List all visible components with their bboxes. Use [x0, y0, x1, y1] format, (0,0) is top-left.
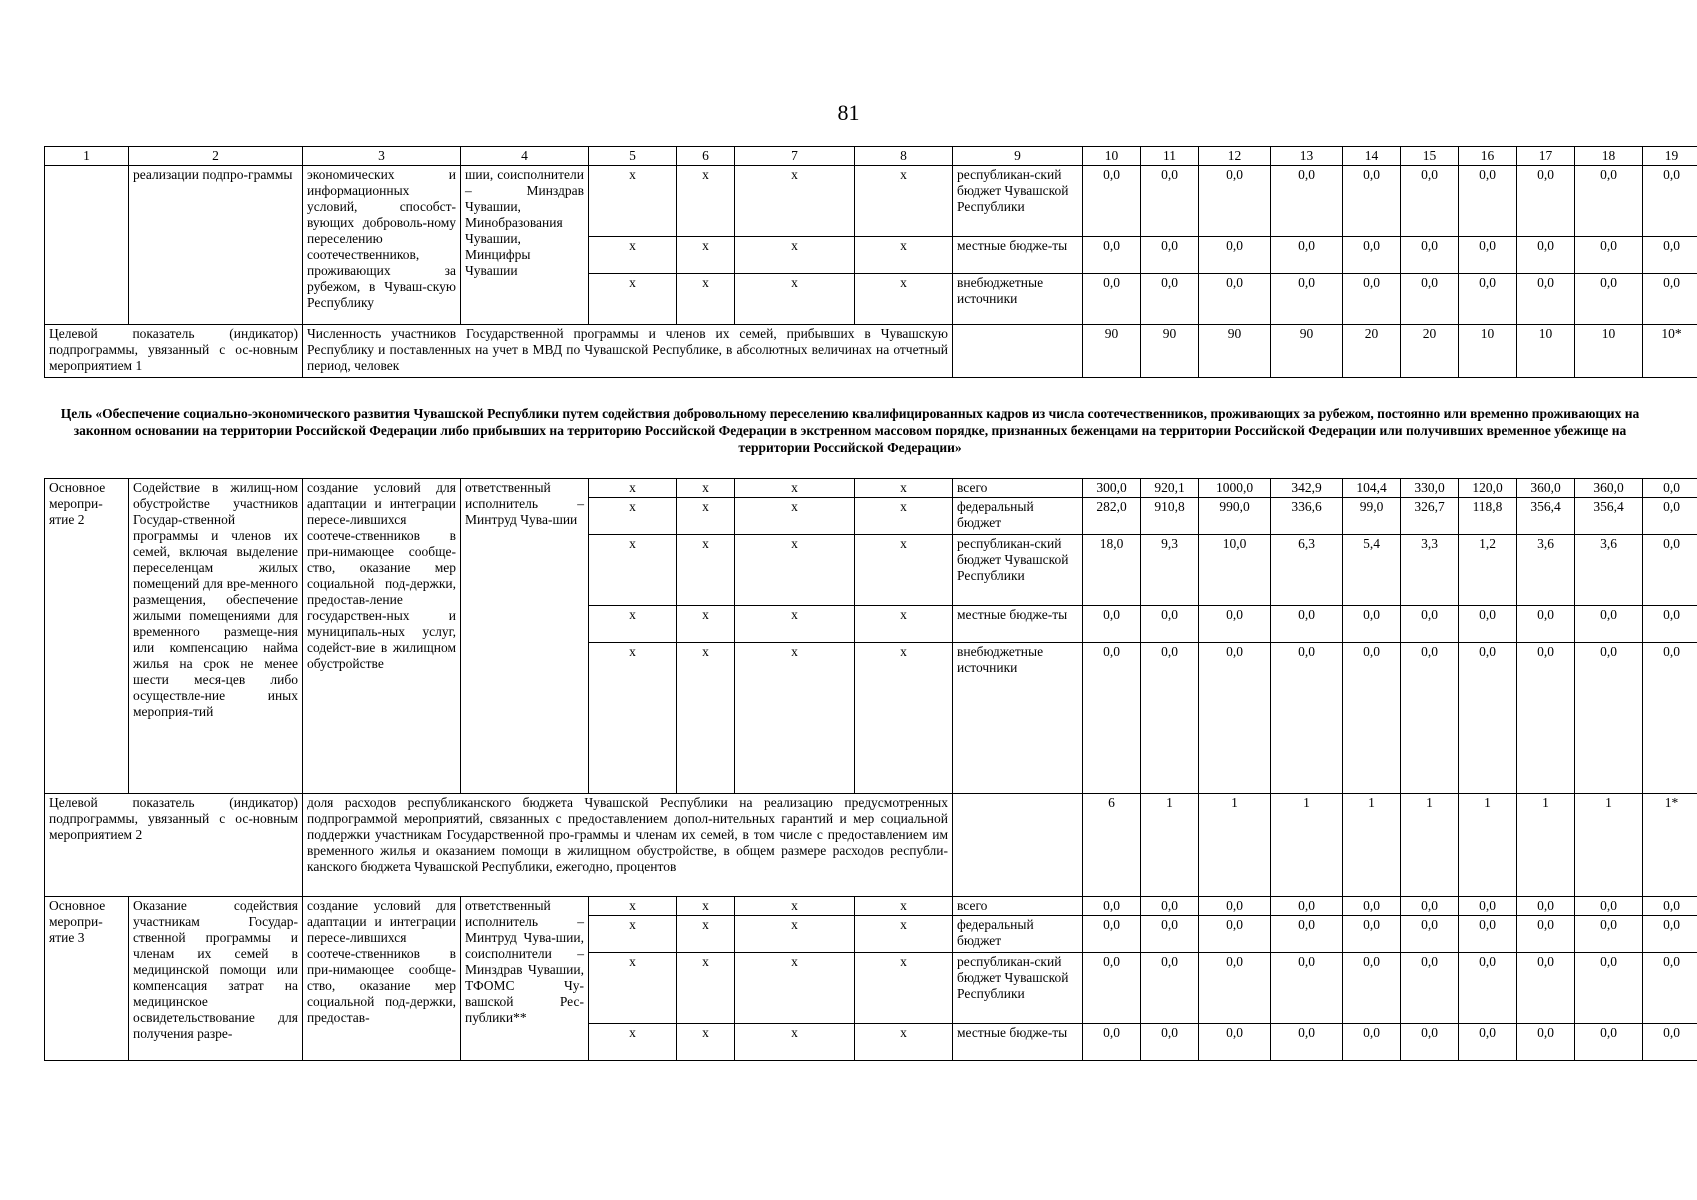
x-cell: x — [589, 606, 677, 643]
measure-cell — [45, 166, 129, 325]
value-cell: 0,0 — [1401, 237, 1459, 274]
indicator-row — [45, 794, 1697, 897]
goal-heading: Цель «Обеспечение социально-экономического развития Чувашской Республики путем содействия добровольному переселению квалифицированных кадров из числа соотечественников, проживающих за рубежом, постоянно или временно проживающих на законном основании на территории Российской Федерации либо прибывших на территорию Российской Федерации в экстренном массовом порядке, признанных беженцами на территории Российской Федерации или получивших временное убежище на территории Российской Федерации» — [60, 406, 1640, 455]
value-cell: 104,4 — [1343, 479, 1401, 498]
value-cell: 0,0 — [1575, 897, 1643, 916]
indicator-value: 10 — [1459, 325, 1517, 378]
value-cell: 0,0 — [1141, 606, 1199, 643]
x-cell: x — [855, 479, 953, 498]
value-cell: 0,0 — [1517, 1024, 1575, 1061]
value-cell: 0,0 — [1459, 643, 1517, 794]
x-cell: x — [735, 606, 855, 643]
value-cell: 0,0 — [1517, 916, 1575, 953]
measure-cell: Основное меропри-ятие 3 — [45, 897, 129, 1061]
x-cell: x — [589, 953, 677, 1024]
indicator-value: 1 — [1199, 794, 1271, 897]
value-cell: 0,0 — [1459, 274, 1517, 325]
column-number: 14 — [1343, 147, 1401, 166]
x-cell: x — [589, 1024, 677, 1061]
value-cell: 120,0 — [1459, 479, 1517, 498]
indicator-value: 6 — [1083, 794, 1141, 897]
value-cell: 356,4 — [1517, 498, 1575, 535]
value-cell: 330,0 — [1401, 479, 1459, 498]
value-cell: 0,0 — [1343, 897, 1401, 916]
indicator-value: 20 — [1401, 325, 1459, 378]
value-cell: 0,0 — [1459, 916, 1517, 953]
indicator-label: Целевой показатель (индикатор) подпрограммы, увязанный с ос-новным мероприятием 1 — [45, 325, 303, 378]
indicator-value: 90 — [1083, 325, 1141, 378]
x-cell: x — [735, 274, 855, 325]
program-table-bottom — [44, 478, 1697, 1061]
value-cell: 0,0 — [1271, 166, 1343, 237]
value-cell: 360,0 — [1517, 479, 1575, 498]
value-cell: 0,0 — [1141, 274, 1199, 325]
value-cell: 0,0 — [1575, 606, 1643, 643]
value-cell: 0,0 — [1459, 166, 1517, 237]
funding-source-cell: внебюджетные источники — [953, 643, 1083, 794]
value-cell: 0,0 — [1643, 916, 1697, 953]
x-cell: x — [589, 166, 677, 237]
funding-source-cell: республикан-ский бюджет Чувашской Республики — [953, 535, 1083, 606]
value-cell: 0,0 — [1141, 643, 1199, 794]
column-number: 9 — [953, 147, 1083, 166]
x-cell: x — [735, 953, 855, 1024]
x-cell: x — [855, 953, 953, 1024]
x-cell: x — [735, 643, 855, 794]
value-cell: 0,0 — [1343, 1024, 1401, 1061]
x-cell: x — [677, 498, 735, 535]
value-cell: 0,0 — [1575, 953, 1643, 1024]
column-number: 10 — [1083, 147, 1141, 166]
x-cell: x — [735, 166, 855, 237]
indicator-value: 20 — [1343, 325, 1401, 378]
column-number: 18 — [1575, 147, 1643, 166]
value-cell: 0,0 — [1401, 897, 1459, 916]
column-number: 12 — [1199, 147, 1271, 166]
value-cell: 0,0 — [1459, 897, 1517, 916]
value-cell: 0,0 — [1401, 274, 1459, 325]
value-cell: 282,0 — [1083, 498, 1141, 535]
executor-cell: ответственный исполнитель – Минтруд Чува-шии, соисполнители – Минздрав Чувашии, ТФОМС Чу-вашской Рес-публики** — [461, 897, 589, 1061]
value-cell: 0,0 — [1643, 498, 1697, 535]
value-cell: 0,0 — [1643, 166, 1697, 237]
x-cell: x — [677, 916, 735, 953]
x-cell: x — [855, 274, 953, 325]
x-cell: x — [855, 643, 953, 794]
indicator-value: 1* — [1643, 794, 1697, 897]
value-cell: 0,0 — [1643, 606, 1697, 643]
x-cell: x — [589, 535, 677, 606]
x-cell: x — [589, 643, 677, 794]
x-cell: x — [735, 1024, 855, 1061]
value-cell: 0,0 — [1575, 1024, 1643, 1061]
indicator-value: 1 — [1517, 794, 1575, 897]
value-cell: 3,6 — [1575, 535, 1643, 606]
indicator-value: 90 — [1199, 325, 1271, 378]
funding-source-cell: местные бюдже-ты — [953, 237, 1083, 274]
x-cell: x — [855, 237, 953, 274]
column-number: 17 — [1517, 147, 1575, 166]
value-cell: 326,7 — [1401, 498, 1459, 535]
indicator-label: Целевой показатель (индикатор) подпрограммы, увязанный с ос-новным мероприятием 2 — [45, 794, 303, 897]
value-cell: 0,0 — [1271, 916, 1343, 953]
measure-purpose-cell: создание условий для адаптации и интеграции пересе-лившихся соотече-ственников в при-нимающее сообще-ство, оказание мер социальной под-держки, предостав- — [303, 897, 461, 1061]
value-cell: 0,0 — [1271, 237, 1343, 274]
x-cell: x — [677, 606, 735, 643]
column-number: 16 — [1459, 147, 1517, 166]
value-cell: 118,8 — [1459, 498, 1517, 535]
indicator-empty — [953, 325, 1083, 378]
value-cell: 0,0 — [1141, 897, 1199, 916]
value-cell: 0,0 — [1643, 1024, 1697, 1061]
indicator-value: 90 — [1141, 325, 1199, 378]
indicator-value: 10 — [1517, 325, 1575, 378]
value-cell: 0,0 — [1643, 237, 1697, 274]
value-cell: 0,0 — [1083, 953, 1141, 1024]
value-cell: 0,0 — [1199, 1024, 1271, 1061]
value-cell: 0,0 — [1271, 1024, 1343, 1061]
value-cell: 0,0 — [1083, 1024, 1141, 1061]
x-cell: x — [677, 166, 735, 237]
x-cell: x — [735, 479, 855, 498]
value-cell: 0,0 — [1271, 274, 1343, 325]
indicator-value: 1 — [1343, 794, 1401, 897]
value-cell: 0,0 — [1517, 274, 1575, 325]
value-cell: 0,0 — [1575, 274, 1643, 325]
value-cell: 0,0 — [1271, 606, 1343, 643]
indicator-value: 90 — [1271, 325, 1343, 378]
value-cell: 0,0 — [1459, 1024, 1517, 1061]
value-cell: 0,0 — [1343, 606, 1401, 643]
column-number: 5 — [589, 147, 677, 166]
value-cell: 0,0 — [1083, 274, 1141, 325]
value-cell: 0,0 — [1141, 953, 1199, 1024]
value-cell: 0,0 — [1271, 643, 1343, 794]
value-cell: 342,9 — [1271, 479, 1343, 498]
value-cell: 356,4 — [1575, 498, 1643, 535]
indicator-value: 10* — [1643, 325, 1697, 378]
indicator-value: 1 — [1459, 794, 1517, 897]
x-cell: x — [589, 916, 677, 953]
x-cell: x — [735, 237, 855, 274]
value-cell: 0,0 — [1083, 643, 1141, 794]
funding-source-cell: республикан-ский бюджет Чувашской Республики — [953, 953, 1083, 1024]
measure-name-cell: Содействие в жилищ-ном обустройстве участников Государ-ственной программы и членов их семей, включая выделение переселенцам жилых помещений для вре-менного размещения, обеспечение жилыми помещениями для временного размеще-ния или компенсацию найма жилья на срок не менее шести меся-цев либо осуществле-ние иных мероприя-тий — [129, 479, 303, 794]
x-cell: x — [677, 897, 735, 916]
value-cell: 6,3 — [1271, 535, 1343, 606]
x-cell: x — [855, 498, 953, 535]
value-cell: 0,0 — [1459, 606, 1517, 643]
value-cell: 0,0 — [1401, 166, 1459, 237]
value-cell: 0,0 — [1643, 897, 1697, 916]
measure-name-cell: реализации подпро-граммы — [129, 166, 303, 325]
indicator-text: доля расходов республиканского бюджета Чувашской Республики на реализацию предусмотренных подпрограммой мероприятий, связанных с предоставлением допол-нительных гарантий и мер социальной поддержки участникам Государственной про-граммы и членам их семей, в том числе с предоставлением им временного жилья и оказанием помощи в жилищном обустройстве, в общем размере расходов республи-канского бюджета Чувашской Республики, ежегодно, процентов — [303, 794, 953, 897]
value-cell: 0,0 — [1401, 916, 1459, 953]
value-cell: 0,0 — [1083, 897, 1141, 916]
indicator-value: 1 — [1271, 794, 1343, 897]
value-cell: 0,0 — [1083, 166, 1141, 237]
funding-source-cell: местные бюдже-ты — [953, 1024, 1083, 1061]
value-cell: 0,0 — [1343, 643, 1401, 794]
x-cell: x — [589, 274, 677, 325]
value-cell: 0,0 — [1401, 606, 1459, 643]
value-cell: 0,0 — [1643, 274, 1697, 325]
value-cell: 0,0 — [1517, 897, 1575, 916]
value-cell: 0,0 — [1517, 237, 1575, 274]
page-number: 81 — [837, 100, 860, 125]
value-cell: 0,0 — [1343, 274, 1401, 325]
header-row — [45, 147, 1697, 166]
value-cell: 0,0 — [1199, 166, 1271, 237]
value-cell: 5,4 — [1343, 535, 1401, 606]
x-cell: x — [589, 479, 677, 498]
measure-purpose-cell: создание условий для адаптации и интеграции пересе-лившихся соотече-ственников в при-нимающее сообще-ство, оказание мер социальной под-держки, предостав-ление государствен-ных и муниципаль-ных услуг, содейст-вие в жилищном обустройстве — [303, 479, 461, 794]
value-cell: 0,0 — [1343, 953, 1401, 1024]
value-cell: 0,0 — [1199, 643, 1271, 794]
x-cell: x — [735, 897, 855, 916]
x-cell: x — [855, 166, 953, 237]
x-cell: x — [855, 535, 953, 606]
x-cell: x — [677, 1024, 735, 1061]
value-cell: 0,0 — [1343, 166, 1401, 237]
value-cell: 990,0 — [1199, 498, 1271, 535]
x-cell: x — [855, 916, 953, 953]
value-cell: 910,8 — [1141, 498, 1199, 535]
funding-source-cell: внебюджетные источники — [953, 274, 1083, 325]
program-table-top — [44, 146, 1697, 378]
value-cell: 0,0 — [1343, 916, 1401, 953]
x-cell: x — [677, 953, 735, 1024]
value-cell: 0,0 — [1575, 643, 1643, 794]
column-number: 19 — [1643, 147, 1697, 166]
column-number: 2 — [129, 147, 303, 166]
x-cell: x — [735, 916, 855, 953]
indicator-value: 1 — [1141, 794, 1199, 897]
x-cell: x — [589, 237, 677, 274]
value-cell: 0,0 — [1575, 166, 1643, 237]
value-cell: 0,0 — [1575, 916, 1643, 953]
table-row — [45, 166, 1697, 237]
column-number: 8 — [855, 147, 953, 166]
indicator-row — [45, 325, 1697, 378]
table-row — [45, 479, 1697, 498]
value-cell: 0,0 — [1517, 953, 1575, 1024]
value-cell: 0,0 — [1517, 643, 1575, 794]
value-cell: 0,0 — [1199, 953, 1271, 1024]
value-cell: 1,2 — [1459, 535, 1517, 606]
value-cell: 0,0 — [1643, 535, 1697, 606]
value-cell: 0,0 — [1199, 274, 1271, 325]
executor-cell: ответственный исполнитель – Минтруд Чува-шии — [461, 479, 589, 794]
value-cell: 0,0 — [1343, 237, 1401, 274]
indicator-value: 10 — [1575, 325, 1643, 378]
funding-source-cell: федеральный бюджет — [953, 498, 1083, 535]
value-cell: 0,0 — [1141, 166, 1199, 237]
x-cell: x — [735, 498, 855, 535]
value-cell: 18,0 — [1083, 535, 1141, 606]
x-cell: x — [677, 479, 735, 498]
x-cell: x — [855, 606, 953, 643]
x-cell: x — [677, 643, 735, 794]
funding-source-cell: республикан-ский бюджет Чувашской Республики — [953, 166, 1083, 237]
value-cell: 0,0 — [1643, 479, 1697, 498]
value-cell: 0,0 — [1643, 953, 1697, 1024]
value-cell: 0,0 — [1141, 916, 1199, 953]
column-number: 15 — [1401, 147, 1459, 166]
column-number: 4 — [461, 147, 589, 166]
funding-source-cell: местные бюдже-ты — [953, 606, 1083, 643]
column-number: 7 — [735, 147, 855, 166]
x-cell: x — [855, 897, 953, 916]
x-cell: x — [735, 535, 855, 606]
value-cell: 0,0 — [1401, 1024, 1459, 1061]
column-number: 6 — [677, 147, 735, 166]
value-cell: 1000,0 — [1199, 479, 1271, 498]
value-cell: 0,0 — [1199, 897, 1271, 916]
x-cell: x — [589, 897, 677, 916]
value-cell: 0,0 — [1083, 237, 1141, 274]
x-cell: x — [677, 535, 735, 606]
value-cell: 3,3 — [1401, 535, 1459, 606]
measure-name-cell: Оказание содействия участникам Государ-ственной программы и членам их семей в медицинской помощи или компенсация затрат на медицинское освидетельствование для получения разре- — [129, 897, 303, 1061]
x-cell: x — [677, 237, 735, 274]
value-cell: 360,0 — [1575, 479, 1643, 498]
column-number: 11 — [1141, 147, 1199, 166]
column-number: 1 — [45, 147, 129, 166]
value-cell: 0,0 — [1271, 953, 1343, 1024]
value-cell: 10,0 — [1199, 535, 1271, 606]
value-cell: 0,0 — [1199, 237, 1271, 274]
value-cell: 0,0 — [1271, 897, 1343, 916]
value-cell: 0,0 — [1141, 1024, 1199, 1061]
indicator-value: 1 — [1401, 794, 1459, 897]
value-cell: 0,0 — [1199, 916, 1271, 953]
indicator-value: 1 — [1575, 794, 1643, 897]
value-cell: 0,0 — [1643, 643, 1697, 794]
value-cell: 300,0 — [1083, 479, 1141, 498]
indicator-empty — [953, 794, 1083, 897]
column-number: 13 — [1271, 147, 1343, 166]
value-cell: 0,0 — [1401, 643, 1459, 794]
column-number: 3 — [303, 147, 461, 166]
value-cell: 0,0 — [1141, 237, 1199, 274]
value-cell: 920,1 — [1141, 479, 1199, 498]
value-cell: 0,0 — [1401, 953, 1459, 1024]
value-cell: 9,3 — [1141, 535, 1199, 606]
value-cell: 0,0 — [1199, 606, 1271, 643]
x-cell: x — [589, 498, 677, 535]
value-cell: 0,0 — [1575, 237, 1643, 274]
value-cell: 336,6 — [1271, 498, 1343, 535]
indicator-text: Численность участников Государственной программы и членов их семей, прибывших в Чувашскую Республику и поставленных на учет в МВД по Чувашской Республике, в абсолютных величинах на отчетный период, человек — [303, 325, 953, 378]
value-cell: 0,0 — [1083, 606, 1141, 643]
funding-source-cell: всего — [953, 479, 1083, 498]
funding-source-cell: федеральный бюджет — [953, 916, 1083, 953]
funding-source-cell: всего — [953, 897, 1083, 916]
executor-cell: шии, соисполнители – Минздрав Чувашии, Минобразования Чувашии, Минцифры Чувашии — [461, 166, 589, 325]
measure-purpose-cell: экономических и информационных условий, способст-вующих доброволь-ному переселению соотечественников, проживающих за рубежом, в Чуваш-скую Республику — [303, 166, 461, 325]
value-cell: 0,0 — [1517, 606, 1575, 643]
value-cell: 0,0 — [1459, 953, 1517, 1024]
x-cell: x — [677, 274, 735, 325]
table-row — [45, 897, 1697, 916]
value-cell: 99,0 — [1343, 498, 1401, 535]
value-cell: 0,0 — [1083, 916, 1141, 953]
value-cell: 0,0 — [1459, 237, 1517, 274]
measure-cell: Основное меропри-ятие 2 — [45, 479, 129, 794]
value-cell: 3,6 — [1517, 535, 1575, 606]
value-cell: 0,0 — [1517, 166, 1575, 237]
x-cell: x — [855, 1024, 953, 1061]
